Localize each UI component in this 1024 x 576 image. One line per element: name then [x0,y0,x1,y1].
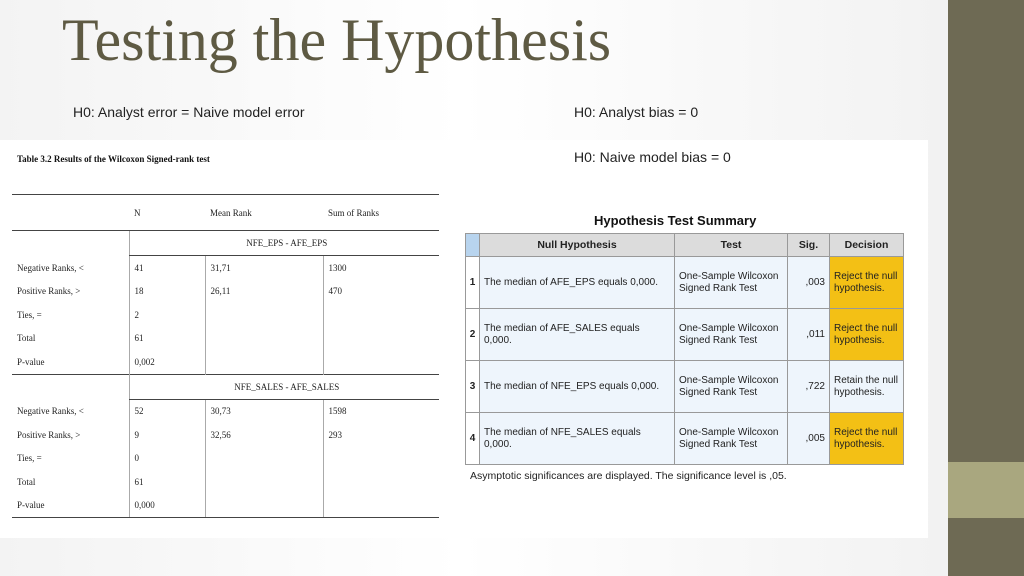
cell-sum-ranks: 470 [323,280,439,304]
row-label: Ties, = [17,453,42,464]
row-label: Positive Ranks, > [17,286,81,297]
section-spacer [12,374,129,399]
cell-sum-ranks [323,303,439,327]
h0-naive-bias: H0: Naive model bias = 0 [574,149,731,165]
cell-mean-rank [205,470,323,494]
row-number: 4 [466,413,480,465]
cell-test: One-Sample Wilcoxon Signed Rank Test [675,257,788,309]
row-label: Total [17,333,36,344]
table-row [12,399,439,423]
cell-sum-ranks [323,447,439,471]
table-row [12,280,439,304]
cell-n: 61 [129,470,205,494]
wilcoxon-table [12,194,439,518]
row-label: Positive Ranks, > [17,429,81,440]
cell-n: 41 [129,256,205,280]
cell-n: 61 [129,327,205,351]
table-row [12,470,439,494]
header-sig: Sig. [788,234,830,257]
table-row [12,327,439,351]
cell-n: 18 [129,280,205,304]
cell-decision: Reject the null hypothesis. [830,309,904,361]
cell-hypothesis: The median of AFE_SALES equals 0,000. [480,309,675,361]
cell-mean-rank: 31,71 [205,256,323,280]
cell-mean-rank: 30,73 [205,399,323,423]
table-row [12,447,439,471]
cell-test: One-Sample Wilcoxon Signed Rank Test [675,309,788,361]
cell-sum-ranks [323,470,439,494]
row-label: Negative Ranks, < [17,406,84,416]
header-cell-mean-rank: Mean Rank [205,195,323,231]
cell-mean-rank [205,494,323,518]
header-decision: Decision [830,234,904,257]
cell-mean-rank: 32,56 [205,423,323,447]
row-label: Negative Ranks, < [17,262,84,273]
cell-sum-ranks [323,327,439,351]
table-row [12,350,439,374]
header-test: Test [675,234,788,257]
cell-sig: ,011 [788,309,830,361]
cell-sig: ,005 [788,413,830,465]
h0-analyst-error: H0: Analyst error = Naive model error [73,104,305,120]
cell-sum-ranks: 1598 [323,399,439,423]
header-cell-sum-ranks: Sum of Ranks [323,195,439,231]
summary-title: Hypothesis Test Summary [594,213,757,228]
table-row [12,423,439,447]
section-spacer [12,231,129,256]
sidebar-accent-band [948,462,1024,518]
cell-mean-rank [205,447,323,471]
cell-decision: Reject the null hypothesis. [830,257,904,309]
cell-n: 0,002 [129,350,205,374]
h0-analyst-bias: H0: Analyst bias = 0 [574,104,699,120]
row-number: 2 [466,309,480,361]
row-label: P-value [17,356,45,367]
header-cell-empty [12,195,129,231]
cell-sum-ranks [323,350,439,374]
cell-sum-ranks: 293 [323,423,439,447]
cell-mean-rank [205,303,323,327]
table-row [12,303,439,327]
cell-n: 0,000 [129,494,205,518]
header-corner [466,234,480,257]
cell-hypothesis: The median of NFE_SALES equals 0,000. [480,413,675,465]
header-cell-n: N [129,195,205,231]
cell-test: One-Sample Wilcoxon Signed Rank Test [675,361,788,413]
table-row [12,494,439,518]
table-row [466,309,904,361]
row-label: Ties, = [17,309,42,320]
cell-sig: ,722 [788,361,830,413]
cell-n: 9 [129,423,205,447]
cell-decision: Retain the null hypothesis. [830,361,904,413]
table-row [466,361,904,413]
table-row [466,413,904,465]
cell-mean-rank [205,350,323,374]
cell-sum-ranks [323,494,439,518]
hypothesis-summary-table [465,233,904,465]
cell-sig: ,003 [788,257,830,309]
row-number: 1 [466,257,480,309]
wilcoxon-table-title: Table 3.2 Results of the Wilcoxon Signed-rank test [17,154,210,164]
row-label: P-value [12,494,129,518]
row-number: 3 [466,361,480,413]
cell-n: 52 [129,399,205,423]
section-label: NFE_SALES - AFE_SALES [129,374,439,399]
cell-n: 0 [129,447,205,471]
slide-title: Testing the Hypothesis [62,7,612,73]
header-null-hypothesis: Null Hypothesis [480,234,675,257]
summary-footnote: Asymptotic significances are displayed. The significance level is ,05. [470,470,787,482]
cell-decision: Reject the null hypothesis. [830,413,904,465]
cell-n: 2 [129,303,205,327]
cell-hypothesis: The median of NFE_EPS equals 0,000. [480,361,675,413]
cell-mean-rank [205,327,323,351]
table-row [12,256,439,280]
section-label: NFE_EPS - AFE_EPS [129,231,439,256]
cell-test: One-Sample Wilcoxon Signed Rank Test [675,413,788,465]
row-label: Total [17,476,36,487]
cell-sum-ranks: 1300 [323,256,439,280]
cell-mean-rank: 26,11 [205,280,323,304]
table-row [466,257,904,309]
cell-hypothesis: The median of AFE_EPS equals 0,000. [480,257,675,309]
